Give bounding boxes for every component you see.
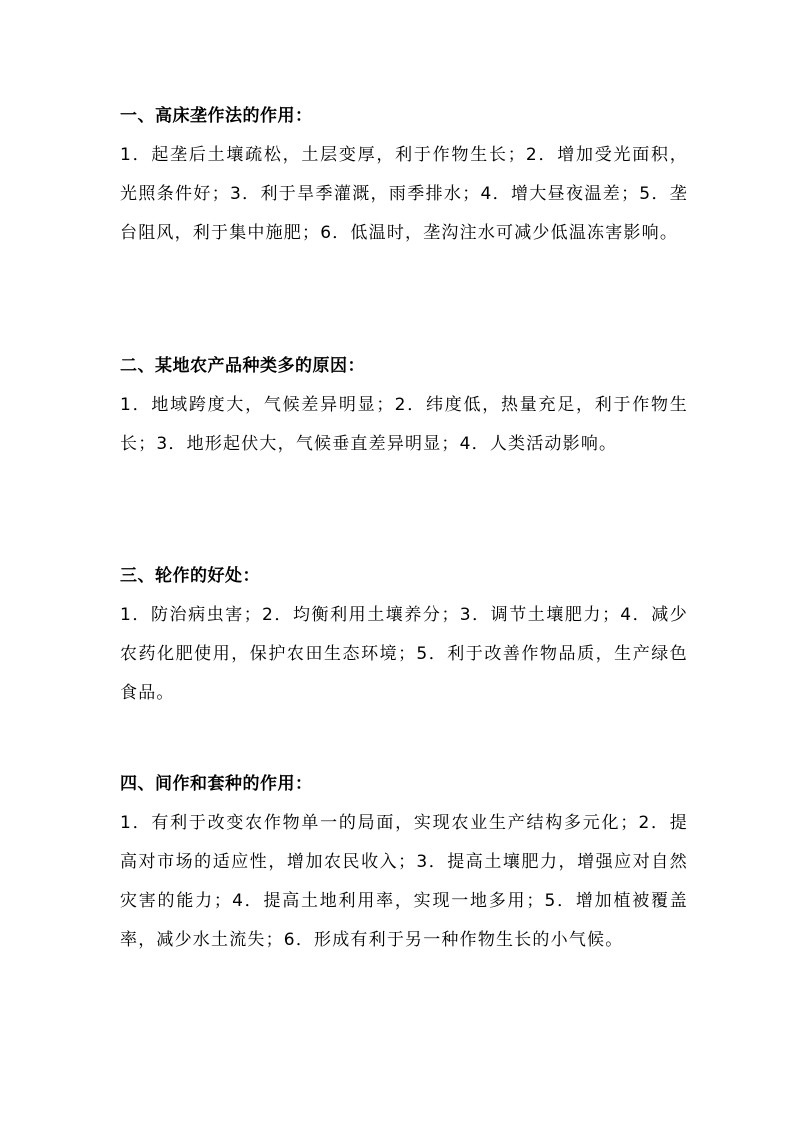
section-body: 1．起垄后土壤疏松，土层变厚，利于作物生长；2．增加受光面积，光照条件好；3．利于旱季灌溉，雨季排水；4．增大昼夜温差；5．垄台阻风，利于集中施肥；6．低温时，垄沟注水可减少低温冻害影响。 [120, 145, 688, 243]
section-crop-variety-reasons [120, 354, 688, 464]
section-crop-rotation-benefits [120, 564, 688, 713]
section-body: 1．防治病虫害；2．均衡利用土壤养分；3．调节土壤肥力；4．减少农药化肥使用，保护农田生态环境；5．利于改善作物品质，生产绿色食品。 [120, 605, 688, 703]
section-heading: 三、轮作的好处： [120, 566, 260, 586]
section-intercropping-effects [120, 772, 688, 960]
section-heading: 二、某地农产品种类多的原因： [120, 356, 365, 376]
section-heading: 一、高床垄作法的作用： [120, 106, 313, 126]
section-heading: 四、间作和套种的作用： [120, 774, 313, 794]
section-raised-bed-ridge-farming [120, 104, 688, 253]
section-body: 1．有利于改变农作物单一的局面，实现农业生产结构多元化；2．提高对市场的适应性，增加农民收入；3．提高土壤肥力，增强应对自然灾害的能力；4．提高土地利用率，实现一地多用；5．增加植被覆盖率，减少水土流失；6．形成有利于另一种作物生长的小气候。 [120, 813, 688, 950]
section-body: 1．地域跨度大，气候差异明显；2．纬度低，热量充足，利于作物生长；3．地形起伏大，气候垂直差异明显；4．人类活动影响。 [120, 395, 688, 454]
